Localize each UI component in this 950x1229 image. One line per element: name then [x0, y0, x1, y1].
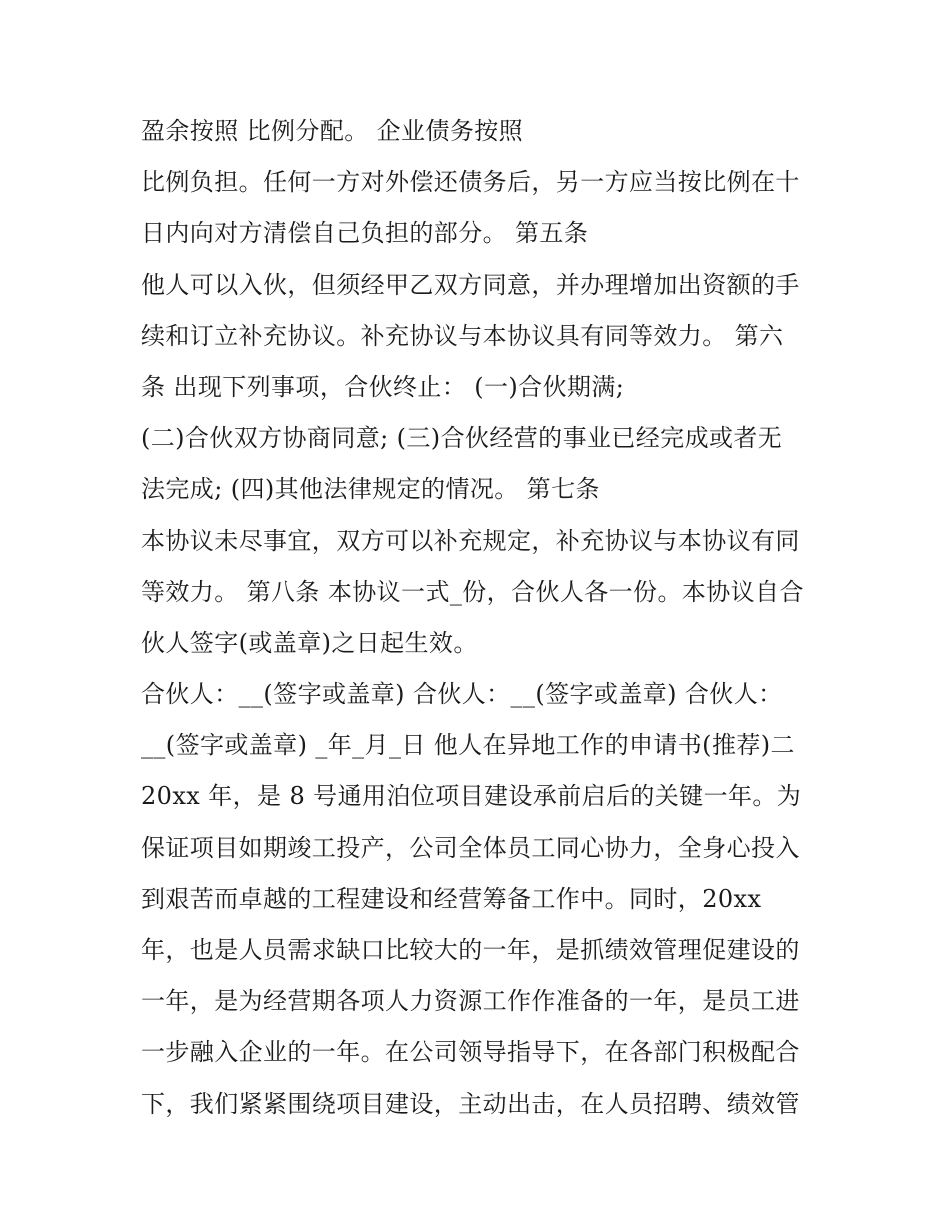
- text-line: 一步融入企业的一年。在公司领导指导下，在各部门积极配合: [141, 1038, 800, 1067]
- text-line: 本协议未尽事宜，双方可以补充规定，补充协议与本协议有同: [141, 526, 800, 555]
- text-line: __(签字或盖章) _年_月_日 他人在异地工作的申请书(推荐)二: [141, 731, 795, 760]
- body-text: [141, 106, 831, 1130]
- text-line: 续和订立补充协议。补充协议与本协议具有同等效力。 第六: [141, 321, 784, 350]
- text-line: 等效力。 第八条 本协议一式_份，合伙人各一份。本协议自合: [141, 577, 804, 606]
- text-line: 到艰苦而卓越的工程建设和经营筹备工作中。同时，20xx: [141, 884, 762, 913]
- text-line: 一年，是为经营期各项人力资源工作作准备的一年，是员工进: [141, 987, 800, 1016]
- text-line: 保证项目如期竣工投产，公司全体员工同心协力，全身心投入: [141, 833, 800, 862]
- text-line: 日内向对方清偿自己负担的部分。 第五条: [141, 219, 589, 248]
- text-line: 合伙人：__(签字或盖章) 合伙人：__(签字或盖章) 合伙人：: [141, 680, 783, 709]
- text-line: 条 出现下列事项，合伙终止： (一)合伙期满;: [141, 372, 625, 401]
- text-line: 法完成; (四)其他法律规定的情况。 第七条: [141, 475, 600, 504]
- text-line: 伙人签字(或盖章)之日起生效。: [141, 628, 478, 657]
- text-line: 比例负担。任何一方对外偿还债务后，另一方应当按比例在十: [141, 168, 800, 197]
- text-line: 盈余按照 比例分配。 企业债务按照: [141, 117, 524, 145]
- text-line: 他人可以入伙，但须经甲乙双方同意，并办理增加出资额的手: [141, 270, 800, 299]
- text-line: (二)合伙双方协商同意; (三)合伙经营的事业已经完成或者无: [141, 424, 783, 453]
- text-line: 20xx 年，是 8 号通用泊位项目建设承前启后的关键一年。为: [141, 782, 802, 811]
- text-line: 下，我们紧紧围绕项目建设，主动出击，在人员招聘、绩效管: [141, 1089, 800, 1118]
- text-line: 年，也是人员需求缺口比较大的一年，是抓绩效管理促建设的: [141, 936, 800, 964]
